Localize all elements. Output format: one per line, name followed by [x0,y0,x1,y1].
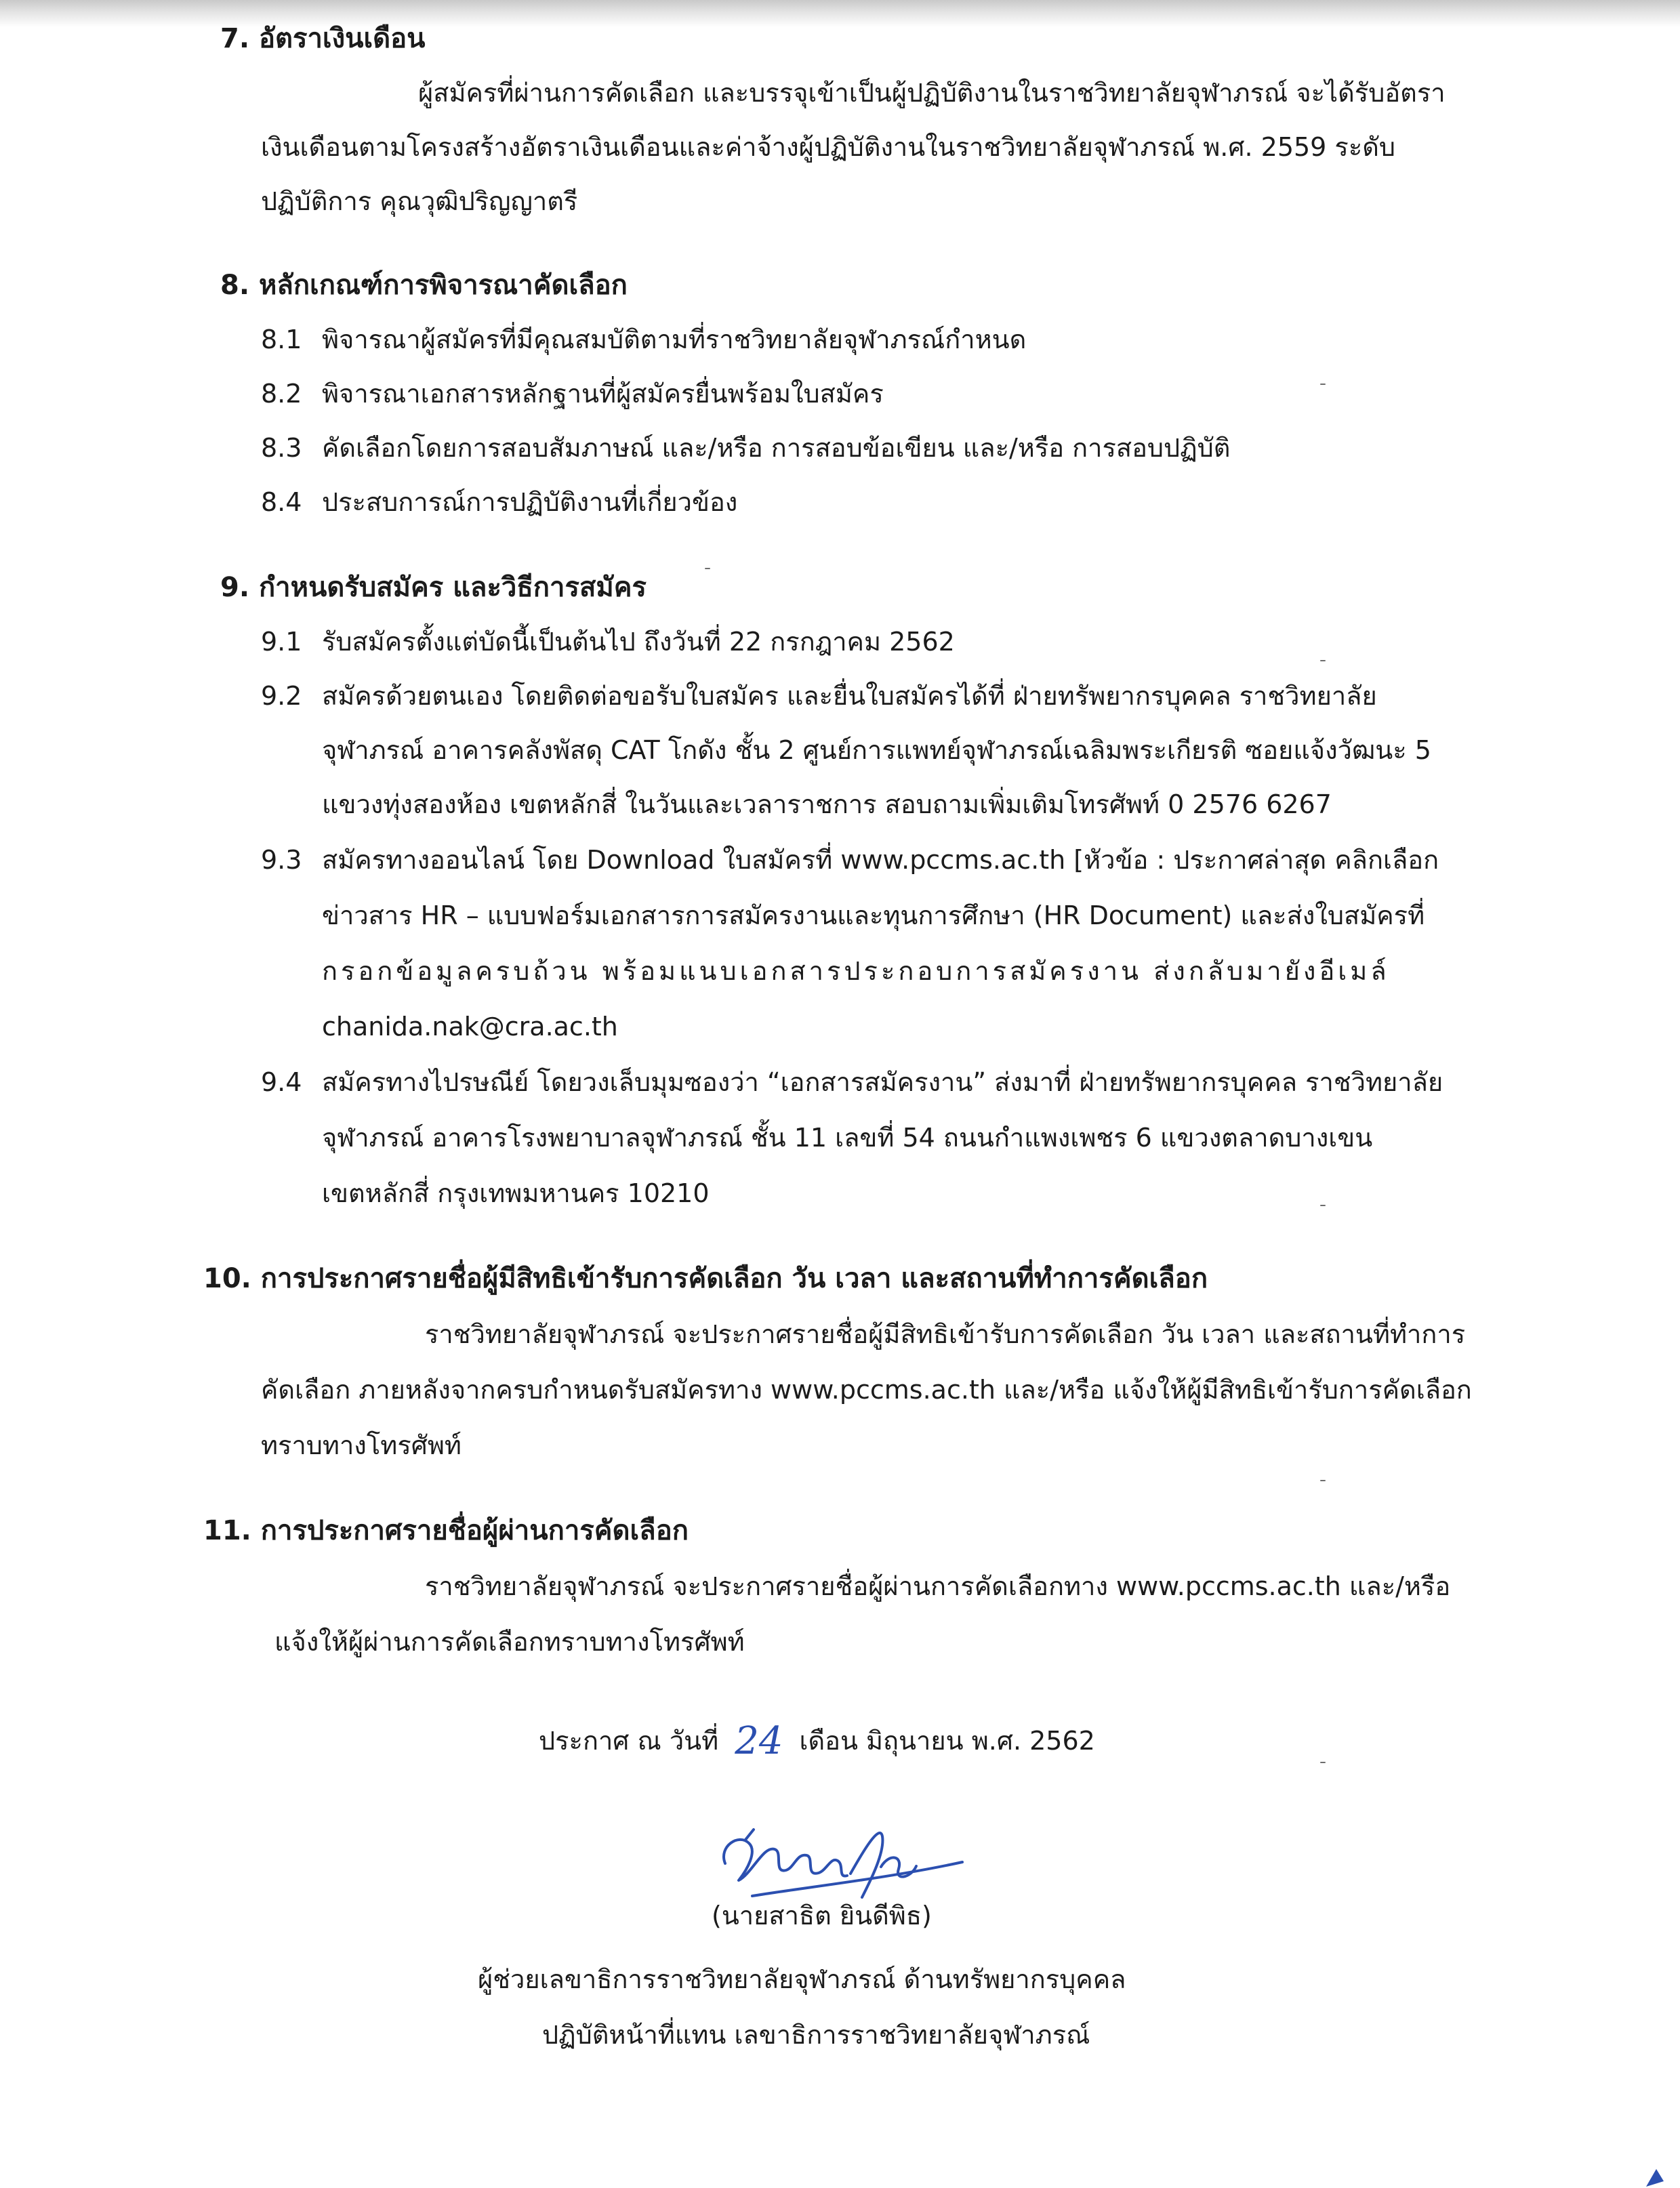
section-9-title: 9. กำหนดรับสมัคร และวิธีการสมัคร [220,572,647,603]
item-text: สมัครทางออนไลน์ โดย Download ใบสมัครที่ www.pccms.ac.th [หัวข้อ : ประกาศล่าสุด คลิกเลือก [322,845,1439,875]
section-9-item-4-line-2: จุฬาภรณ์ อาคารโรงพยาบาลจุฬาภรณ์ ชั้น 11 เลขที่ 54 ถนนกำแพงเพชร 6 แขวงตลาดบางเขน [322,1123,1373,1153]
section-9-item-2-line-3: แขวงทุ่งสองห้อง เขตหลักสี่ ในวันและเวลาราชการ สอบถามเพิ่มเติมโทรศัพท์ 0 2576 6267 [322,789,1332,819]
signer-position-1: ผู้ช่วยเลขาธิการราชวิทยาลัยจุฬาภรณ์ ด้านทรัพยากรบุคคล [478,1964,1126,1994]
scan-speck [705,568,710,569]
scan-speck [1320,660,1326,661]
date-prefix: ประกาศ ณ วันที่ [539,1726,719,1756]
section-8-item-2 [261,377,884,411]
section-9-item-2 [261,679,1377,713]
item-text: สมัครด้วยตนเอง โดยติดต่อขอรับใบสมัคร และยื่นใบสมัครได้ที่ ฝ่ายทรัพยากรบุคคล ราชวิทยาลัย [322,681,1377,711]
corner-scan-mark [1619,2161,1680,2188]
section-7-title: 7. อัตราเงินเดือน [220,23,426,54]
section-10-line-3: ทราบทางโทรศัพท์ [261,1430,462,1460]
section-9-item-1 [261,625,955,659]
item-text: พิจารณาผู้สมัครที่มีคุณสมบัติตามที่ราชวิทยาลัยจุฬาภรณ์กำหนด [322,325,1027,354]
item-text: ประสบการณ์การปฏิบัติงานที่เกี่ยวข้อง [322,487,738,517]
section-7-line-3: ปฏิบัติการ คุณวุฒิปริญญาตรี [261,186,578,216]
section-7-line-1: ผู้สมัครที่ผ่านการคัดเลือก และบรรจุเข้าเป็นผู้ปฏิบัติงานในราชวิทยาลัยจุฬาภรณ์ จะได้รับอัตรา [418,78,1446,108]
item-number: 8.4 [261,487,302,517]
section-8-item-4 [261,485,737,519]
section-9-item-2-line-2: จุฬาภรณ์ อาคารคลังพัสดุ CAT โกดัง ชั้น 2 ศูนย์การแพทย์จุฬาภรณ์เฉลิมพระเกียรติ ซอยแจ้งวัฒนะ 5 [322,735,1431,765]
section-11-line-2: แจ้งให้ผู้ผ่านการคัดเลือกทราบทางโทรศัพท์ [274,1627,745,1657]
announcement-date [539,1719,1095,1763]
section-7-line-2: เงินเดือนตามโครงสร้างอัตราเงินเดือนและค่าจ้างผู้ปฏิบัติงานในราชวิทยาลัยจุฬาภรณ์ พ.ศ. 2559 ระดับ [261,132,1396,162]
section-9-item-4 [261,1065,1443,1099]
signer-name: (นายสาธิต ยินดีพิธ) [712,1901,932,1931]
item-number: 9.3 [261,845,302,875]
item-number: 8.2 [261,379,302,409]
section-8-title: 8. หลักเกณฑ์การพิจารณาคัดเลือก [220,270,628,301]
item-text: คัดเลือกโดยการสอบสัมภาษณ์ และ/หรือ การสอบข้อเขียน และ/หรือ การสอบปฏิบัติ [322,433,1231,463]
section-10-title: 10. การประกาศรายชื่อผู้มีสิทธิเข้ารับการคัดเลือก วัน เวลา และสถานที่ทำการคัดเลือก [203,1263,1208,1294]
item-number: 9.4 [261,1067,302,1097]
scan-speck [1320,1480,1326,1481]
section-9-item-3-line-3: กรอกข้อมูลครบถ้วน พร้อมแนบเอกสารประกอบการสมัครงาน ส่งกลับมายังอีเมล์ [322,956,1390,986]
section-9-item-3-email: chanida.nak@cra.ac.th [322,1012,618,1041]
handwritten-day: 24 [735,1719,783,1763]
item-number: 8.1 [261,325,302,354]
section-9-item-4-line-3: เขตหลักสี่ กรุงเทพมหานคร 10210 [322,1178,710,1208]
scan-speck [1320,1762,1326,1763]
section-8-item-3 [261,431,1230,465]
item-text: พิจารณาเอกสารหลักฐานที่ผู้สมัครยื่นพร้อมใบสมัคร [322,379,884,409]
section-10-line-2: คัดเลือก ภายหลังจากครบกำหนดรับสมัครทาง www.pccms.ac.th และ/หรือ แจ้งให้ผู้มีสิทธิเข้ารับการคัดเลือก [261,1375,1472,1405]
item-text: รับสมัครตั้งแต่บัดนี้เป็นต้นไป ถึงวันที่ 22 กรกฎาคม 2562 [322,627,955,657]
date-suffix: เดือน มิถุนายน พ.ศ. 2562 [799,1726,1095,1756]
scan-speck [1320,1205,1326,1206]
section-9-item-3 [261,843,1439,877]
section-10-line-1: ราชวิทยาลัยจุฬาภรณ์ จะประกาศรายชื่อผู้มีสิทธิเข้ารับการคัดเลือก วัน เวลา และสถานที่ทำการ [425,1319,1466,1349]
item-number: 8.3 [261,433,302,463]
section-8-item-1 [261,323,1026,356]
scan-speck [1320,384,1326,385]
signer-position-2: ปฏิบัติหน้าที่แทน เลขาธิการราชวิทยาลัยจุฬาภรณ์ [542,2020,1090,2050]
item-number: 9.2 [261,681,302,711]
section-11-title: 11. การประกาศรายชื่อผู้ผ่านการคัดเลือก [203,1515,689,1546]
section-9-item-3-line-2: ข่าวสาร HR – แบบฟอร์มเอกสารการสมัครงานและทุนการศึกษา (HR Document) และส่งใบสมัครที่ [322,901,1425,930]
section-11-line-1: ราชวิทยาลัยจุฬาภรณ์ จะประกาศรายชื่อผู้ผ่านการคัดเลือกทาง www.pccms.ac.th และ/หรือ [425,1571,1451,1601]
item-text: สมัครทางไปรษณีย์ โดยวงเล็บมุมซองว่า “เอกสารสมัครงาน” ส่งมาที่ ฝ่ายทรัพยากรบุคคล ราชวิทยาลัย [322,1067,1443,1097]
item-number: 9.1 [261,627,302,657]
